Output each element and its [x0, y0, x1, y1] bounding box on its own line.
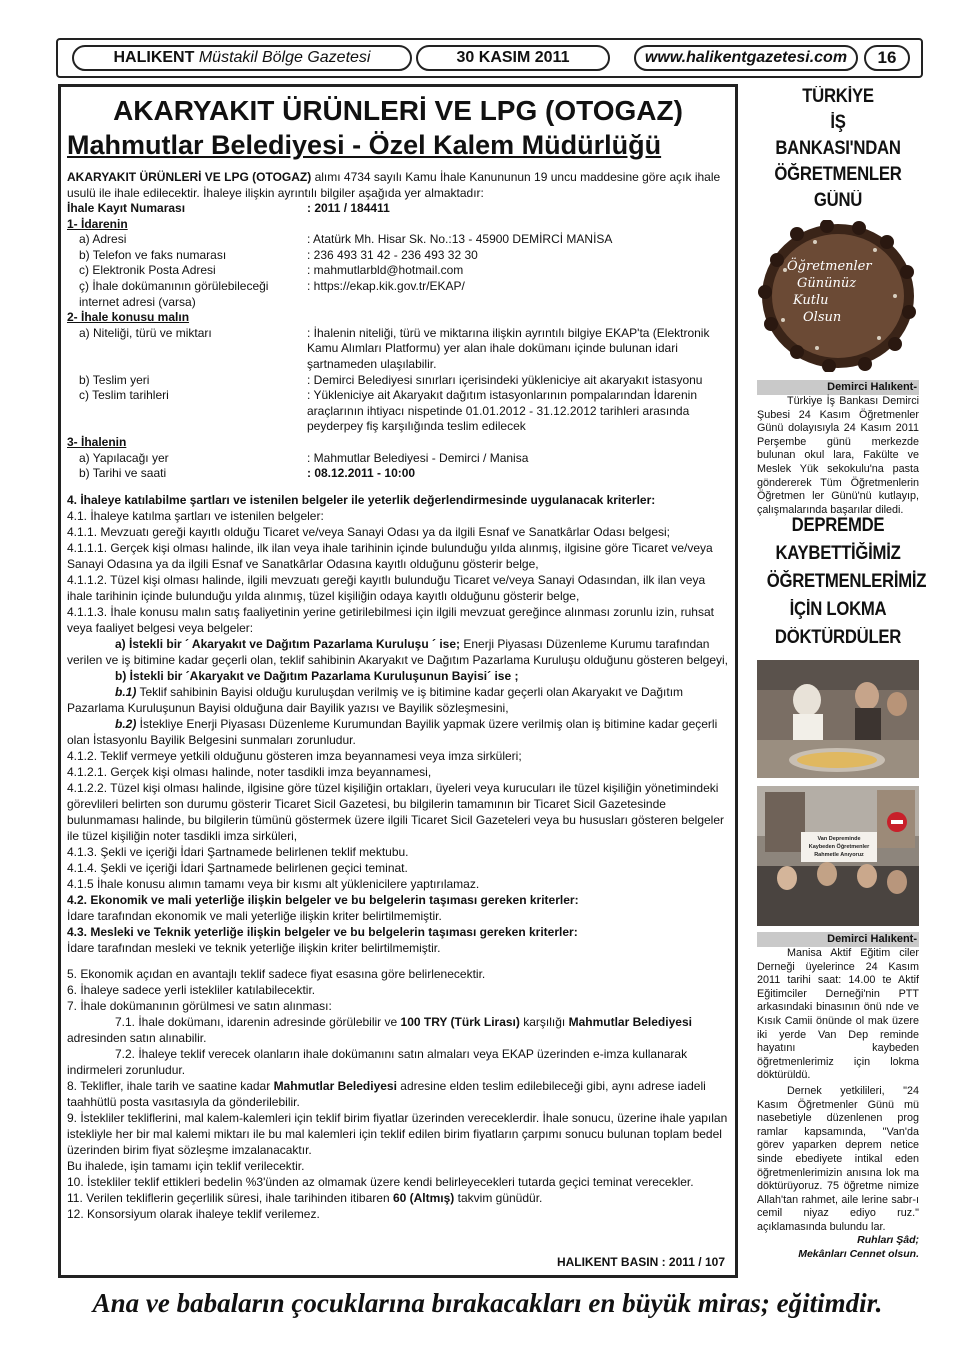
clause-4-1-1: 4.1.1. Mevzuatı gereği kayıtlı olduğu Ticaret ve/veya Sanayi Odası ya da ilgili Esnaf ve Sanatkârlar Odası belgesi; [67, 524, 670, 539]
clause-4-1-2-1: 4.1.2.1. Gerçek kişi olması halinde, noter tasdikli imza beyannamesi, [67, 764, 432, 779]
cake-photo [757, 220, 919, 372]
clause-10: 10. İstekliler teklif ettikleri bedelin %3'ünden az olmamak üzere kendi belirleyecekleri tutarda geçici teminat verecekler. [67, 1174, 694, 1189]
story-2-byline: Demirci Halıkent- [757, 932, 919, 947]
lokma-photo-2 [757, 786, 919, 926]
clause-4-1-2: 4.1.2. Teklif vermeye yetkili olduğunu gösteren imza beyannamesi veya imza sirküleri; [67, 748, 522, 763]
clause-6: 6. İhaleye sadece yerli istekliler katılabilecektir. [67, 982, 316, 997]
section-1-heading: 1- İdarenin [67, 216, 128, 231]
tender-registration-row: İhale Kayıt Numarası : 2011 / 184411 [67, 201, 390, 215]
clause-4-1-5: 4.1.5 İhale konusu alımın tamamı veya bir kısmı alt yüklenicilere yaptırılamaz. [67, 876, 480, 891]
tender-announcement [58, 84, 738, 1278]
clause-b1: b.1) Teklif sahibinin Bayisi olduğu kuruluşdan verilmiş ve iş bitimine kadar geçerli olan Akaryakıt ve Dağıtım Pazarlama Kuruluşunun Bayisi olduğuna dair Bayilik yazısı ve Bayilik sözleşmesini, [67, 684, 684, 715]
delivery-dates-row: c) Teslim tarihleri : Yükleniciye ait Akaryakıt dağıtım istasyonlarının pompalarından İdarenin araçlarının ihtiyacı nispetinde 01.01.2012 - 31.12.2012 tarihleri arasında peyderpey fiş karşılığında teslim edilecek [79, 388, 697, 434]
paper-name [72, 45, 412, 71]
clause-5: 5. Ekonomik açıdan en avantajlı teklif sadece fiyat esasına göre belirlenecektir. [67, 966, 486, 981]
clause-4-3-text: İdare tarafından mesleki ve teknik yeterliğe ilişkin kriter belirtilmemiştir. [67, 940, 441, 955]
clause-12: 12. Konsorsiyum olarak ihaleye teklif verilemez. [67, 1206, 320, 1221]
clause-4-1: 4.1. İhaleye katılma şartları ve istenilen belgeler: [67, 508, 324, 523]
clause-7: 7. İhale dokümanının görülmesi ve satın alınması: [67, 998, 332, 1013]
ad-reference: HALIKENT BASIN : 2011 / 107 [556, 1255, 725, 1269]
ad-intro: AKARYAKIT ÜRÜNLERİ VE LPG (OTOGAZ) alımı 4734 sayılı Kamu İhale Kanununun 19 uncu maddesine göre açık ihale usulü ile ihale edilecektir. İhaleye ilişkin ayrıntılı bilgiler aşağıda yer almaktadır: [67, 170, 721, 200]
story-1-byline: Demirci Halıkent- [757, 380, 919, 395]
admin-website-row: ç) İhale dokümanının görülebileceği internet adresi (varsa) : https://ekap.kik.gov.tr/EKAP/ [79, 278, 465, 309]
paper-name-rest: Müstakil Bölge Gazetesi [198, 49, 371, 66]
paper-name-bold: HALIKENT [113, 49, 195, 66]
admin-address-row: a) Adresi : Atatürk Mh. Hisar Sk. No.:13 - 45900 DEMİRCİ MANİSA [79, 232, 613, 247]
section-2-heading: 2- İhale konusu malın [67, 310, 190, 325]
clause-8: 8. Teklifler, ihale tarih ve saatine kadar Mahmutlar Belediyesi adresine elden teslim edilebileceği gibi, aynı adrese iadeli taahhütlü posta vasıtasıyla da gönderilebilir. [67, 1078, 706, 1109]
clause-4-1-3: 4.1.3. Şekli ve içeriği İdari Şartnamede belirlenen teklif mektubu. [67, 844, 409, 859]
admin-email-row: c) Elektronik Posta Adresi : mahmutlarbld@hotmail.com [79, 263, 464, 278]
issue-date: 30 KASIM 2011 [416, 45, 610, 71]
delivery-place-row: b) Teslim yeri : Demirci Belediyesi sınırları içerisindeki yükleniciye ait akaryakıt istasyonu [79, 372, 703, 387]
clause-11: 11. Verilen tekliflerin geçerlilik süresi, ihale tarihinden itibaren 60 (Altmış) takvim günüdür. [67, 1190, 543, 1205]
clause-b2: b.2) İstekliye Enerji Piyasası Düzenleme Kurumundan Bayilik yapmak üzere verilmiş olan iş bitimine kadar geçerli olan İstasyonlu Bayilik Belgesini sunmaları zorunludur. [67, 716, 718, 747]
clause-b: b) İstekli bir ´Akaryakıt ve Dağıtım Pazarlama Kuruluşunun Bayisi´ ise ; [115, 668, 519, 683]
clause-9: 9. İstekliler tekliflerini, mal kalem-kalemleri için teklif birim fiyatlar üzerinden vereceklerdir. İhale sonucu, üzerine ihale yapılan istekliyle her bir mal kalemi miktarı ile bu mal kalemleri için teklif edilen birim fiyatların çarpımı sonucu bulunan toplam bedel üzerinden birim fiyat sözleşme imzalanacaktır. [67, 1110, 728, 1157]
clause-4-2-heading: 4.2. Ekonomik ve mali yeterliğe ilişkin belgeler ve bu belgelerin taşıması gereken kriterler: [67, 892, 579, 907]
clause-a: a) İstekli bir ´ Akaryakıt ve Dağıtım Pazarlama Kuruluşu ´ ise; Enerji Piyasası Düzenleme Kurumu tarafından verilen ve iş bitimine kadar geçerli olan, teklif sahibinin Akaryakıt ve Dağıtım Pazarlama Kuruluşu olduğunu gösteren belgeyi, [67, 636, 729, 667]
clause-4-2-text: İdare tarafından ekonomik ve mali yeterliğe ilişkin kriter belirtilmemiştir. [67, 908, 442, 923]
lokma-cooking-image [757, 660, 919, 778]
clause-7-2: 7.2. İhaleye teklif verecek olanların ihale dokümanını satın almaları veya EKAP üzerinden e-imza kullanarak indirmeleri zorunludur. [67, 1046, 688, 1077]
memorial-banner: Van Depreminde Kaybeden Öğretmenler Rahmetle Anıyoruz [808, 836, 870, 858]
clause-4: 4. İhaleye katılabilme şartları ve istenilen belgeler ile yeterlik değerlendirmesinde uygulanacak kriterler: [67, 492, 656, 507]
footer-motto: Ana ve babaların çocuklarına bırakacakları en büyük miras; eğitimdir. [92, 1288, 883, 1318]
clause-4-1-1-3: 4.1.1.3. İhale konusu malın satış faaliyetinin yerine getirilebilmesi için ilgili mevzuat gereğince alınması zorunlu izin, ruhsat veya faaliyet belgesi veya belgeler: [67, 604, 714, 635]
website-link[interactable]: www.halikentgazetesi.com [634, 45, 858, 71]
clause-7-1: 7.1. İhale dokümanı, idarenin adresinde görülebilir ve 100 TRY (Türk Lirası) karşılığı Mahmutlar Belediyesi adresinden satın alınabilir. [67, 1014, 692, 1045]
ad-title: AKARYAKIT ÜRÜNLERİ VE LPG (OTOGAZ) [113, 95, 683, 126]
story-2 [757, 512, 927, 1262]
story-2-headline: DEPREMDE KAYBETTİĞİMİZ ÖĞRETMENLERİMİZ İÇİN LOKMA DÖKTÜRDÜLER [766, 515, 927, 648]
tender-place-row: a) Yapılacağı yer : Mahmutlar Belediyesi - Demirci / Manisa [79, 450, 529, 465]
clause-4-1-1-1: 4.1.1.1. Gerçek kişi olması halinde, ilk ilan veya ihale tarihinin içinde bulunduğu yılda alınmış, ilgisine göre Ticaret ve/veya Sanayi Odasına ya da ilgili Esnaf ve Sanatkârlar Odasına kayıtlı olduğunu gösterir belge, [67, 540, 713, 571]
goods-nature-row: a) Niteliği, türü ve miktarı : İhalenin niteliği, türü ve miktarına ilişkin ayrıntılı bilgiye EKAP'ta (Elektronik Kamu Alımları Platformu) yer alan ihale dokümanı içinde bulunan idari şartnameden ulaşılabilir. [79, 325, 710, 371]
story-1-headline: TÜRKİYE İŞ BANKASI'NDAN ÖĞRETMENLER GÜNÜ [774, 86, 902, 211]
clause-4-1-1-2: 4.1.1.2. Tüzel kişi olması halinde, ilgili mevzuatı gereği kayıtlı bulunduğu Ticaret ve/veya Sanayi Odasından, ilk ilan veya ihale tarihinin içinde bulunduğu yılda alınmış, tüzel kişiliğin odaya kayıtlı olduğunu gösterir belge, [67, 572, 706, 603]
story-1 [757, 84, 919, 517]
lokma-photo-1 [757, 660, 919, 778]
tender-datetime-row: b) Tarihi ve saati : 08.12.2011 - 10:00 [79, 466, 416, 481]
story-2-closing: Ruhları Şâd; Mekânları Cennet olsun. [798, 1234, 919, 1261]
page-header [56, 38, 923, 78]
clause-4-1-4: 4.1.4. Şekli ve içeriği İdari Şartnamede belirlenen geçici teminat. [67, 860, 408, 875]
page-number: 16 [864, 45, 910, 71]
section-3-heading: 3- İhalenin [67, 434, 127, 449]
clause-4-3-heading: 4.3. Mesleki ve Teknik yeterliğe ilişkin belgeler ve bu belgelerin taşıması gereken kriterler: [67, 924, 578, 939]
clause-4-1-2-2: 4.1.2.2. Tüzel kişi olması halinde, ilgisine göre tüzel kişiliğin ortakları, üyeleri veya kurucuları ile tüzel kişiliğin yönetimindeki görevlileri belirten son durumu gösterir Ticaret Sicil Gazetesi, bu bilgilerin tamamının bir Ticaret Sicil Gazetesinde bulunmaması halinde, bu bilgilerin tümünü göstermek üzere ilgili Ticaret Sicil Gazeteleri veya bu hususları gösteren belgeler ile tüzel kişiliğin noter tasdikli imza sirküleri, [67, 780, 725, 843]
story-1-body: Türkiye İş Bankası Demirci Şubesi 24 Kasım Öğretmenler Günü dolayısıyla 24 Kasım 2011 Perşembe günü merkezde bulunan okul lara, Fakülte ve Meslek Yük sekokulu'na pasta göndererek Tüm Öğretmenlerin Öğretmen ler Günü'nü kutlayıp, çalışmalarında başarılar diledi. [757, 395, 919, 516]
story-2-body-1: Manisa Aktif Eğitim ciler Derneği üyelerince 24 Kasım 2011 tarihi saat: 14.00 te Aktif Eğitimciler Derneği'nin PTT arkasındaki binasının önü nde ve Kısık Camii önünde ol mak üzere iki yerde Van Dep reminde hayatını kaybeden öğretmenlerimiz için lokma döktürüldü. [757, 947, 919, 1082]
story-2-body-2: Dernek yetkilileri, "24 Kasım Öğretmenler Günü mü nasebetiyle düzenlenen prog ramlar kapsamında, "Van'da görev yaparken deprem netice sinde ebediyete intikal eden öğretmenlerimizin anısına lok ma döktürüyoruz. 75 öğretme nimize Allah'tan rahmet, aile lerine sabr-ı cemil niyaz ediyo ruz." açıklamasında bulundu lar. [757, 1084, 919, 1233]
cake-inscription: Öğretmenler Gününüz Kutlu Olsun [787, 259, 872, 325]
clause-9b: Bu ihalede, işin tamamı için teklif verilecektir. [67, 1158, 305, 1173]
ad-subtitle: Mahmutlar Belediyesi - Özel Kalem Müdürlüğü [67, 130, 662, 160]
admin-phone-row: b) Telefon ve faks numarası : 236 493 31 42 - 236 493 32 30 [79, 247, 478, 262]
